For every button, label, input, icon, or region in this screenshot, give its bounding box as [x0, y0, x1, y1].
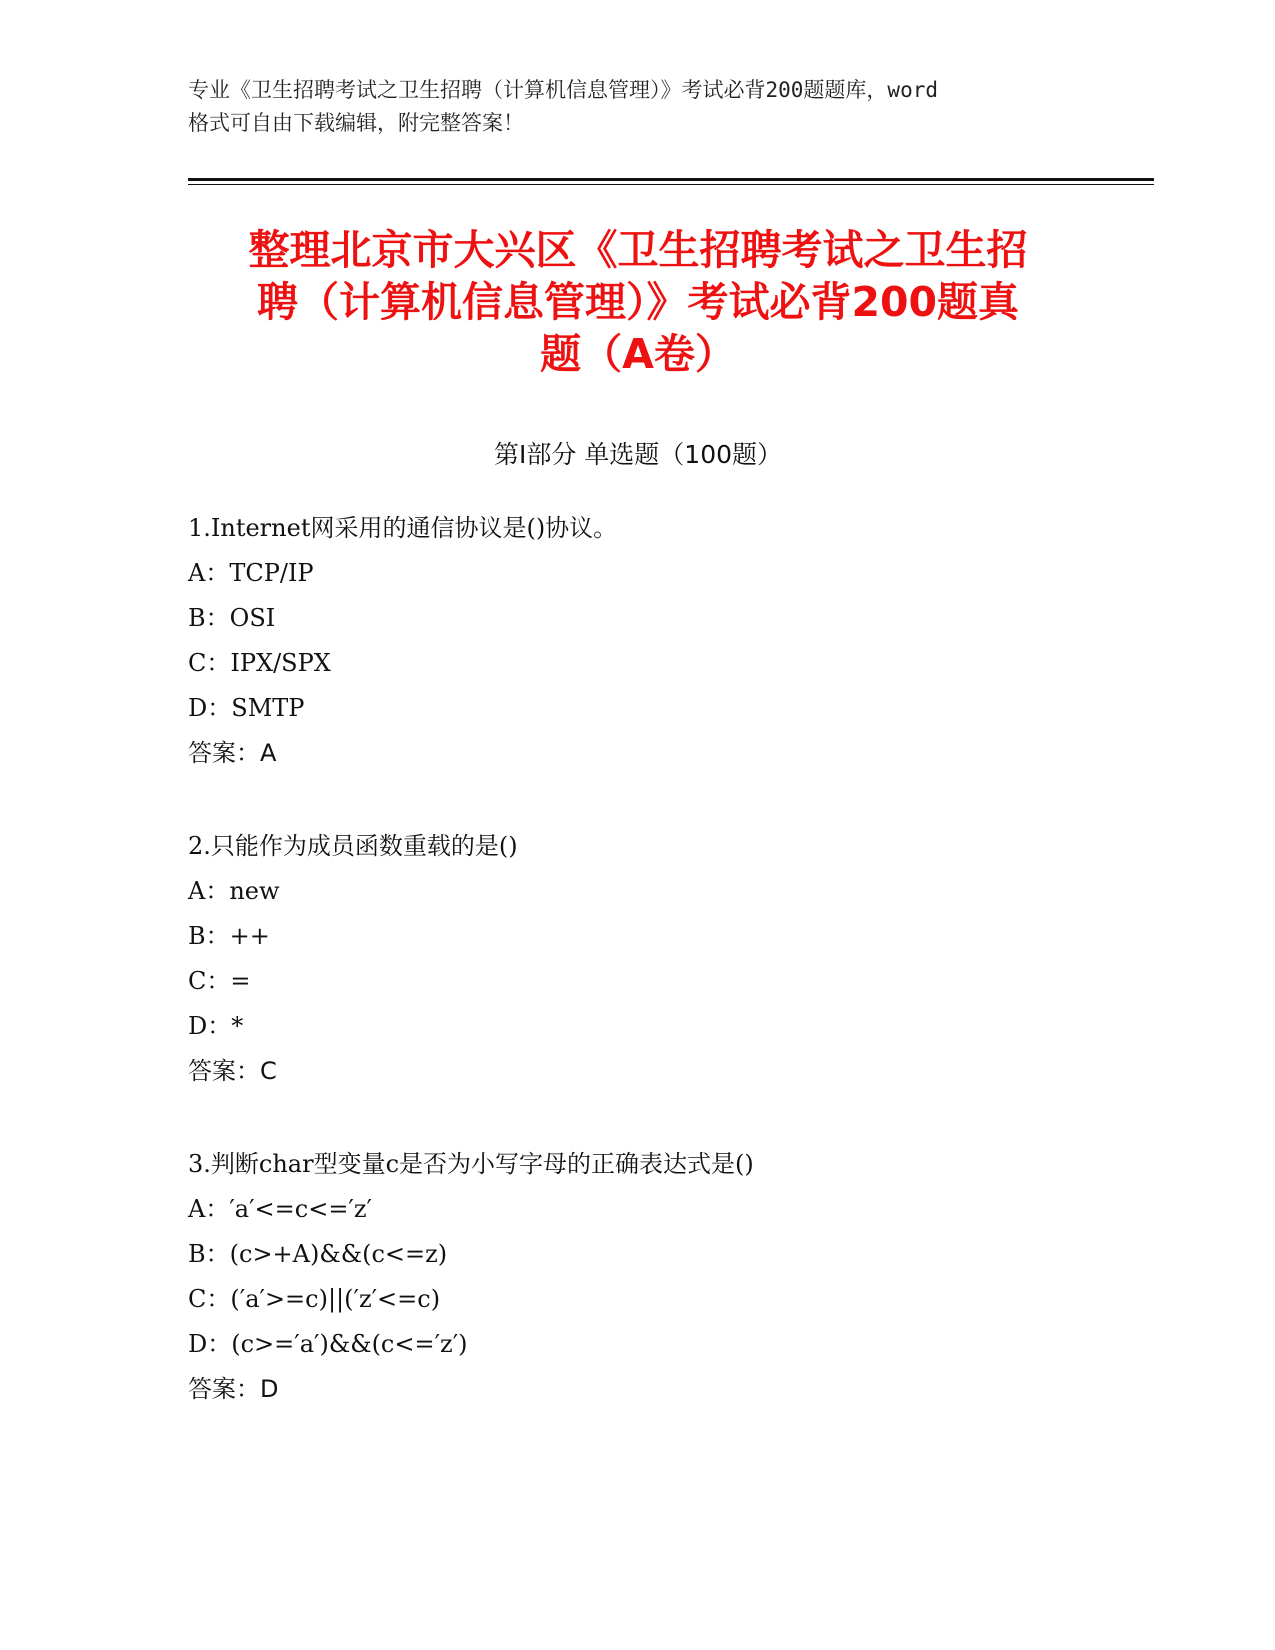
option-b	[188, 914, 1138, 959]
option-letter: A	[188, 559, 206, 587]
question-3	[188, 1142, 1138, 1412]
option-text: ′a′<=c<=′z′	[229, 1195, 372, 1223]
answer-line: 答案：D	[188, 1375, 279, 1403]
option-text: (c>+A)&&(c<=z)	[229, 1240, 448, 1268]
option-letter: C	[188, 649, 207, 677]
option-text: *	[231, 1012, 244, 1040]
option-b	[188, 596, 1138, 641]
option-letter: A	[188, 1195, 206, 1223]
option-c	[188, 641, 1138, 686]
option-separator: ：	[207, 1012, 232, 1040]
question-2	[188, 824, 1138, 1094]
option-letter: B	[188, 1240, 206, 1268]
question-stem: 1.Internet网采用的通信协议是()协议。	[188, 514, 618, 542]
option-d	[188, 1004, 1138, 1049]
section-title: 第I部分 单选题（100题）	[493, 440, 783, 469]
option-separator: ：	[205, 1195, 230, 1223]
option-text: OSI	[229, 604, 276, 632]
option-letter: C	[188, 1285, 207, 1313]
option-b	[188, 1232, 1138, 1277]
option-c	[188, 1277, 1138, 1322]
option-a	[188, 1187, 1138, 1232]
option-separator: ：	[205, 604, 230, 632]
header-note	[188, 74, 1088, 140]
question-stem: 2.只能作为成员函数重载的是()	[188, 832, 518, 860]
option-text: TCP/IP	[229, 559, 314, 587]
question-stem: 3.判断char型变量c是否为小写字母的正确表达式是()	[188, 1150, 754, 1178]
header-note-line-1: 专业《卫生招聘考试之卫生招聘（计算机信息管理）》考试必背200题题库，word	[188, 78, 938, 102]
option-separator: ：	[205, 922, 230, 950]
title-line-3: 题（A卷）	[540, 330, 736, 378]
option-text: IPX/SPX	[230, 649, 331, 677]
title-line-1: 整理北京市大兴区《卫生招聘考试之卫生招	[248, 226, 1028, 274]
title-line-2: 聘（计算机信息管理）》考试必背200题真	[256, 278, 1020, 326]
option-separator: ：	[207, 1330, 232, 1358]
header-note-line-2: 格式可自由下载编辑，附完整答案！	[188, 111, 524, 135]
option-d	[188, 1322, 1138, 1367]
option-text: new	[229, 877, 280, 905]
option-letter: A	[188, 877, 206, 905]
option-text: (′a′>=c)||(′z′<=c)	[230, 1285, 441, 1313]
option-letter: B	[188, 604, 206, 632]
option-separator: ：	[205, 559, 230, 587]
option-text: SMTP	[231, 694, 305, 722]
option-letter: D	[188, 694, 208, 722]
option-a	[188, 869, 1138, 914]
option-text: =	[230, 967, 251, 995]
option-a	[188, 551, 1138, 596]
option-letter: D	[188, 1330, 208, 1358]
option-text: (c>=′a′)&&(c<=′z′)	[231, 1330, 468, 1358]
option-separator: ：	[207, 694, 232, 722]
option-c	[188, 959, 1138, 1004]
option-letter: D	[188, 1012, 208, 1040]
option-separator: ：	[206, 967, 231, 995]
option-separator: ：	[205, 1240, 230, 1268]
answer-line: 答案：A	[188, 739, 277, 767]
question-1	[188, 506, 1138, 776]
option-separator: ：	[206, 1285, 231, 1313]
option-separator: ：	[206, 649, 231, 677]
option-d	[188, 686, 1138, 731]
option-letter: C	[188, 967, 207, 995]
document-title	[188, 224, 1088, 380]
header-rule-thick	[188, 178, 1154, 181]
answer-line: 答案：C	[188, 1057, 277, 1085]
option-separator: ：	[205, 877, 230, 905]
option-letter: B	[188, 922, 206, 950]
header-rule-thin	[188, 184, 1154, 185]
option-text: ++	[229, 922, 270, 950]
